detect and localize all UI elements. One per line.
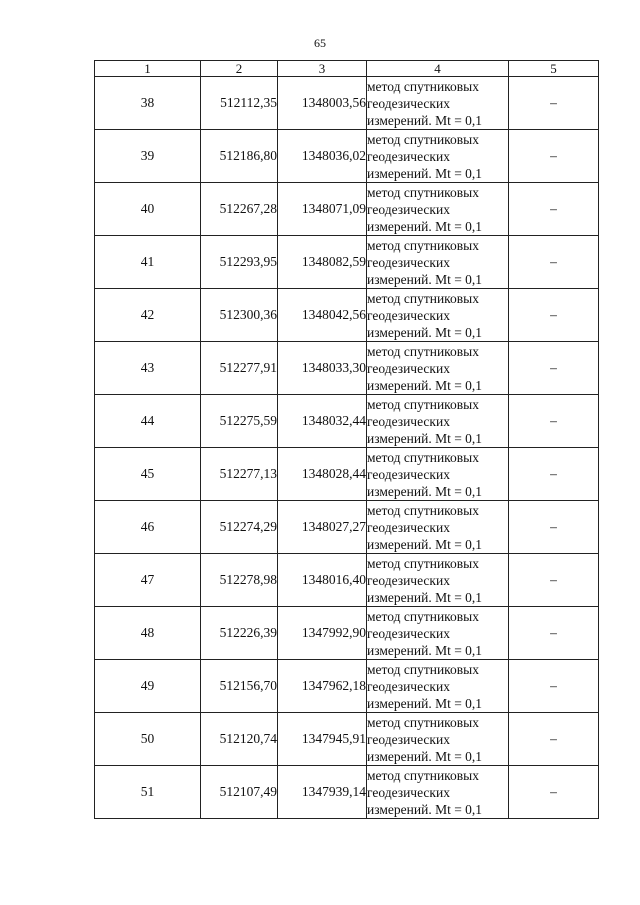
remarks-cell: – xyxy=(509,554,599,607)
method-line: метод спутниковых xyxy=(367,78,479,94)
x-coordinate-cell: 512156,70 xyxy=(201,660,278,713)
x-coordinate-cell: 512186,80 xyxy=(201,130,278,183)
method-cell xyxy=(367,448,509,501)
method-line: измерений. Mt = 0,1 xyxy=(367,801,483,817)
method-line: геодезических xyxy=(367,413,450,429)
method-cell xyxy=(367,342,509,395)
table-row xyxy=(95,766,599,819)
x-coordinate-cell: 512107,49 xyxy=(201,766,278,819)
method-line: геодезических xyxy=(367,360,450,376)
point-number-cell: 47 xyxy=(95,554,201,607)
method-cell xyxy=(367,236,509,289)
method-line: метод спутниковых xyxy=(367,714,479,730)
method-line: геодезических xyxy=(367,572,450,588)
table-row xyxy=(95,342,599,395)
remarks-cell: – xyxy=(509,236,599,289)
table-row xyxy=(95,660,599,713)
method-line: метод спутниковых xyxy=(367,396,479,412)
method-line: метод спутниковых xyxy=(367,608,479,624)
remarks-cell: – xyxy=(509,766,599,819)
y-coordinate-cell: 1348036,02 xyxy=(278,130,367,183)
method-line: геодезических xyxy=(367,307,450,323)
point-number-cell: 51 xyxy=(95,766,201,819)
point-number-cell: 49 xyxy=(95,660,201,713)
method-line: геодезических xyxy=(367,95,450,111)
method-line: измерений. Mt = 0,1 xyxy=(367,271,483,287)
point-number-cell: 42 xyxy=(95,289,201,342)
x-coordinate-cell: 512120,74 xyxy=(201,713,278,766)
method-line: метод спутниковых xyxy=(367,555,479,571)
method-line: метод спутниковых xyxy=(367,184,479,200)
method-line: геодезических xyxy=(367,519,450,535)
y-coordinate-cell: 1347962,18 xyxy=(278,660,367,713)
method-line: метод спутниковых xyxy=(367,767,479,783)
table-row xyxy=(95,130,599,183)
x-coordinate-cell: 512277,91 xyxy=(201,342,278,395)
table-row xyxy=(95,289,599,342)
table-header-row xyxy=(95,61,599,77)
method-line: геодезических xyxy=(367,784,450,800)
remarks-cell: – xyxy=(509,660,599,713)
method-cell xyxy=(367,501,509,554)
method-line: метод спутниковых xyxy=(367,290,479,306)
method-line: геодезических xyxy=(367,466,450,482)
column-header: 5 xyxy=(509,61,599,77)
column-header: 3 xyxy=(278,61,367,77)
x-coordinate-cell: 512226,39 xyxy=(201,607,278,660)
column-header: 4 xyxy=(367,61,509,77)
remarks-cell: – xyxy=(509,342,599,395)
table-row xyxy=(95,713,599,766)
method-line: метод спутниковых xyxy=(367,449,479,465)
coordinates-table xyxy=(94,60,599,819)
method-cell xyxy=(367,77,509,130)
x-coordinate-cell: 512293,95 xyxy=(201,236,278,289)
method-line: метод спутниковых xyxy=(367,502,479,518)
x-coordinate-cell: 512278,98 xyxy=(201,554,278,607)
x-coordinate-cell: 512275,59 xyxy=(201,395,278,448)
point-number-cell: 48 xyxy=(95,607,201,660)
method-cell xyxy=(367,660,509,713)
table-row xyxy=(95,554,599,607)
y-coordinate-cell: 1348033,30 xyxy=(278,342,367,395)
page-number: 65 xyxy=(314,36,326,50)
y-coordinate-cell: 1347992,90 xyxy=(278,607,367,660)
method-line: геодезических xyxy=(367,201,450,217)
point-number-cell: 43 xyxy=(95,342,201,395)
method-cell xyxy=(367,766,509,819)
method-line: геодезических xyxy=(367,731,450,747)
method-cell xyxy=(367,607,509,660)
method-line: измерений. Mt = 0,1 xyxy=(367,536,483,552)
method-line: измерений. Mt = 0,1 xyxy=(367,589,483,605)
method-line: метод спутниковых xyxy=(367,343,479,359)
x-coordinate-cell: 512274,29 xyxy=(201,501,278,554)
point-number-cell: 38 xyxy=(95,77,201,130)
point-number-cell: 46 xyxy=(95,501,201,554)
method-cell xyxy=(367,289,509,342)
y-coordinate-cell: 1347939,14 xyxy=(278,766,367,819)
remarks-cell: – xyxy=(509,607,599,660)
method-line: метод спутниковых xyxy=(367,661,479,677)
method-line: измерений. Mt = 0,1 xyxy=(367,483,483,499)
remarks-cell: – xyxy=(509,448,599,501)
y-coordinate-cell: 1348071,09 xyxy=(278,183,367,236)
column-header: 1 xyxy=(95,61,201,77)
method-line: измерений. Mt = 0,1 xyxy=(367,695,483,711)
method-line: измерений. Mt = 0,1 xyxy=(367,748,483,764)
table-row xyxy=(95,448,599,501)
method-line: геодезических xyxy=(367,678,450,694)
table-body xyxy=(95,77,599,819)
method-line: геодезических xyxy=(367,254,450,270)
method-cell xyxy=(367,130,509,183)
table-row xyxy=(95,395,599,448)
y-coordinate-cell: 1348003,56 xyxy=(278,77,367,130)
method-line: измерений. Mt = 0,1 xyxy=(367,218,483,234)
y-coordinate-cell: 1348027,27 xyxy=(278,501,367,554)
method-cell xyxy=(367,554,509,607)
method-line: измерений. Mt = 0,1 xyxy=(367,324,483,340)
method-cell xyxy=(367,713,509,766)
method-cell xyxy=(367,395,509,448)
y-coordinate-cell: 1348032,44 xyxy=(278,395,367,448)
table-row xyxy=(95,77,599,130)
remarks-cell: – xyxy=(509,289,599,342)
point-number-cell: 39 xyxy=(95,130,201,183)
x-coordinate-cell: 512267,28 xyxy=(201,183,278,236)
method-cell xyxy=(367,183,509,236)
remarks-cell: – xyxy=(509,395,599,448)
y-coordinate-cell: 1348016,40 xyxy=(278,554,367,607)
method-line: измерений. Mt = 0,1 xyxy=(367,112,483,128)
y-coordinate-cell: 1348028,44 xyxy=(278,448,367,501)
remarks-cell: – xyxy=(509,501,599,554)
x-coordinate-cell: 512277,13 xyxy=(201,448,278,501)
remarks-cell: – xyxy=(509,713,599,766)
table-row xyxy=(95,607,599,660)
method-line: измерений. Mt = 0,1 xyxy=(367,642,483,658)
method-line: измерений. Mt = 0,1 xyxy=(367,377,483,393)
point-number-cell: 45 xyxy=(95,448,201,501)
column-header: 2 xyxy=(201,61,278,77)
point-number-cell: 40 xyxy=(95,183,201,236)
remarks-cell: – xyxy=(509,77,599,130)
y-coordinate-cell: 1348082,59 xyxy=(278,236,367,289)
remarks-cell: – xyxy=(509,130,599,183)
method-line: геодезических xyxy=(367,148,450,164)
method-line: измерений. Mt = 0,1 xyxy=(367,165,483,181)
remarks-cell: – xyxy=(509,183,599,236)
table-row xyxy=(95,236,599,289)
y-coordinate-cell: 1347945,91 xyxy=(278,713,367,766)
point-number-cell: 44 xyxy=(95,395,201,448)
point-number-cell: 50 xyxy=(95,713,201,766)
method-line: метод спутниковых xyxy=(367,237,479,253)
method-line: метод спутниковых xyxy=(367,131,479,147)
table-row xyxy=(95,501,599,554)
table-row xyxy=(95,183,599,236)
y-coordinate-cell: 1348042,56 xyxy=(278,289,367,342)
x-coordinate-cell: 512112,35 xyxy=(201,77,278,130)
method-line: геодезических xyxy=(367,625,450,641)
method-line: измерений. Mt = 0,1 xyxy=(367,430,483,446)
point-number-cell: 41 xyxy=(95,236,201,289)
x-coordinate-cell: 512300,36 xyxy=(201,289,278,342)
